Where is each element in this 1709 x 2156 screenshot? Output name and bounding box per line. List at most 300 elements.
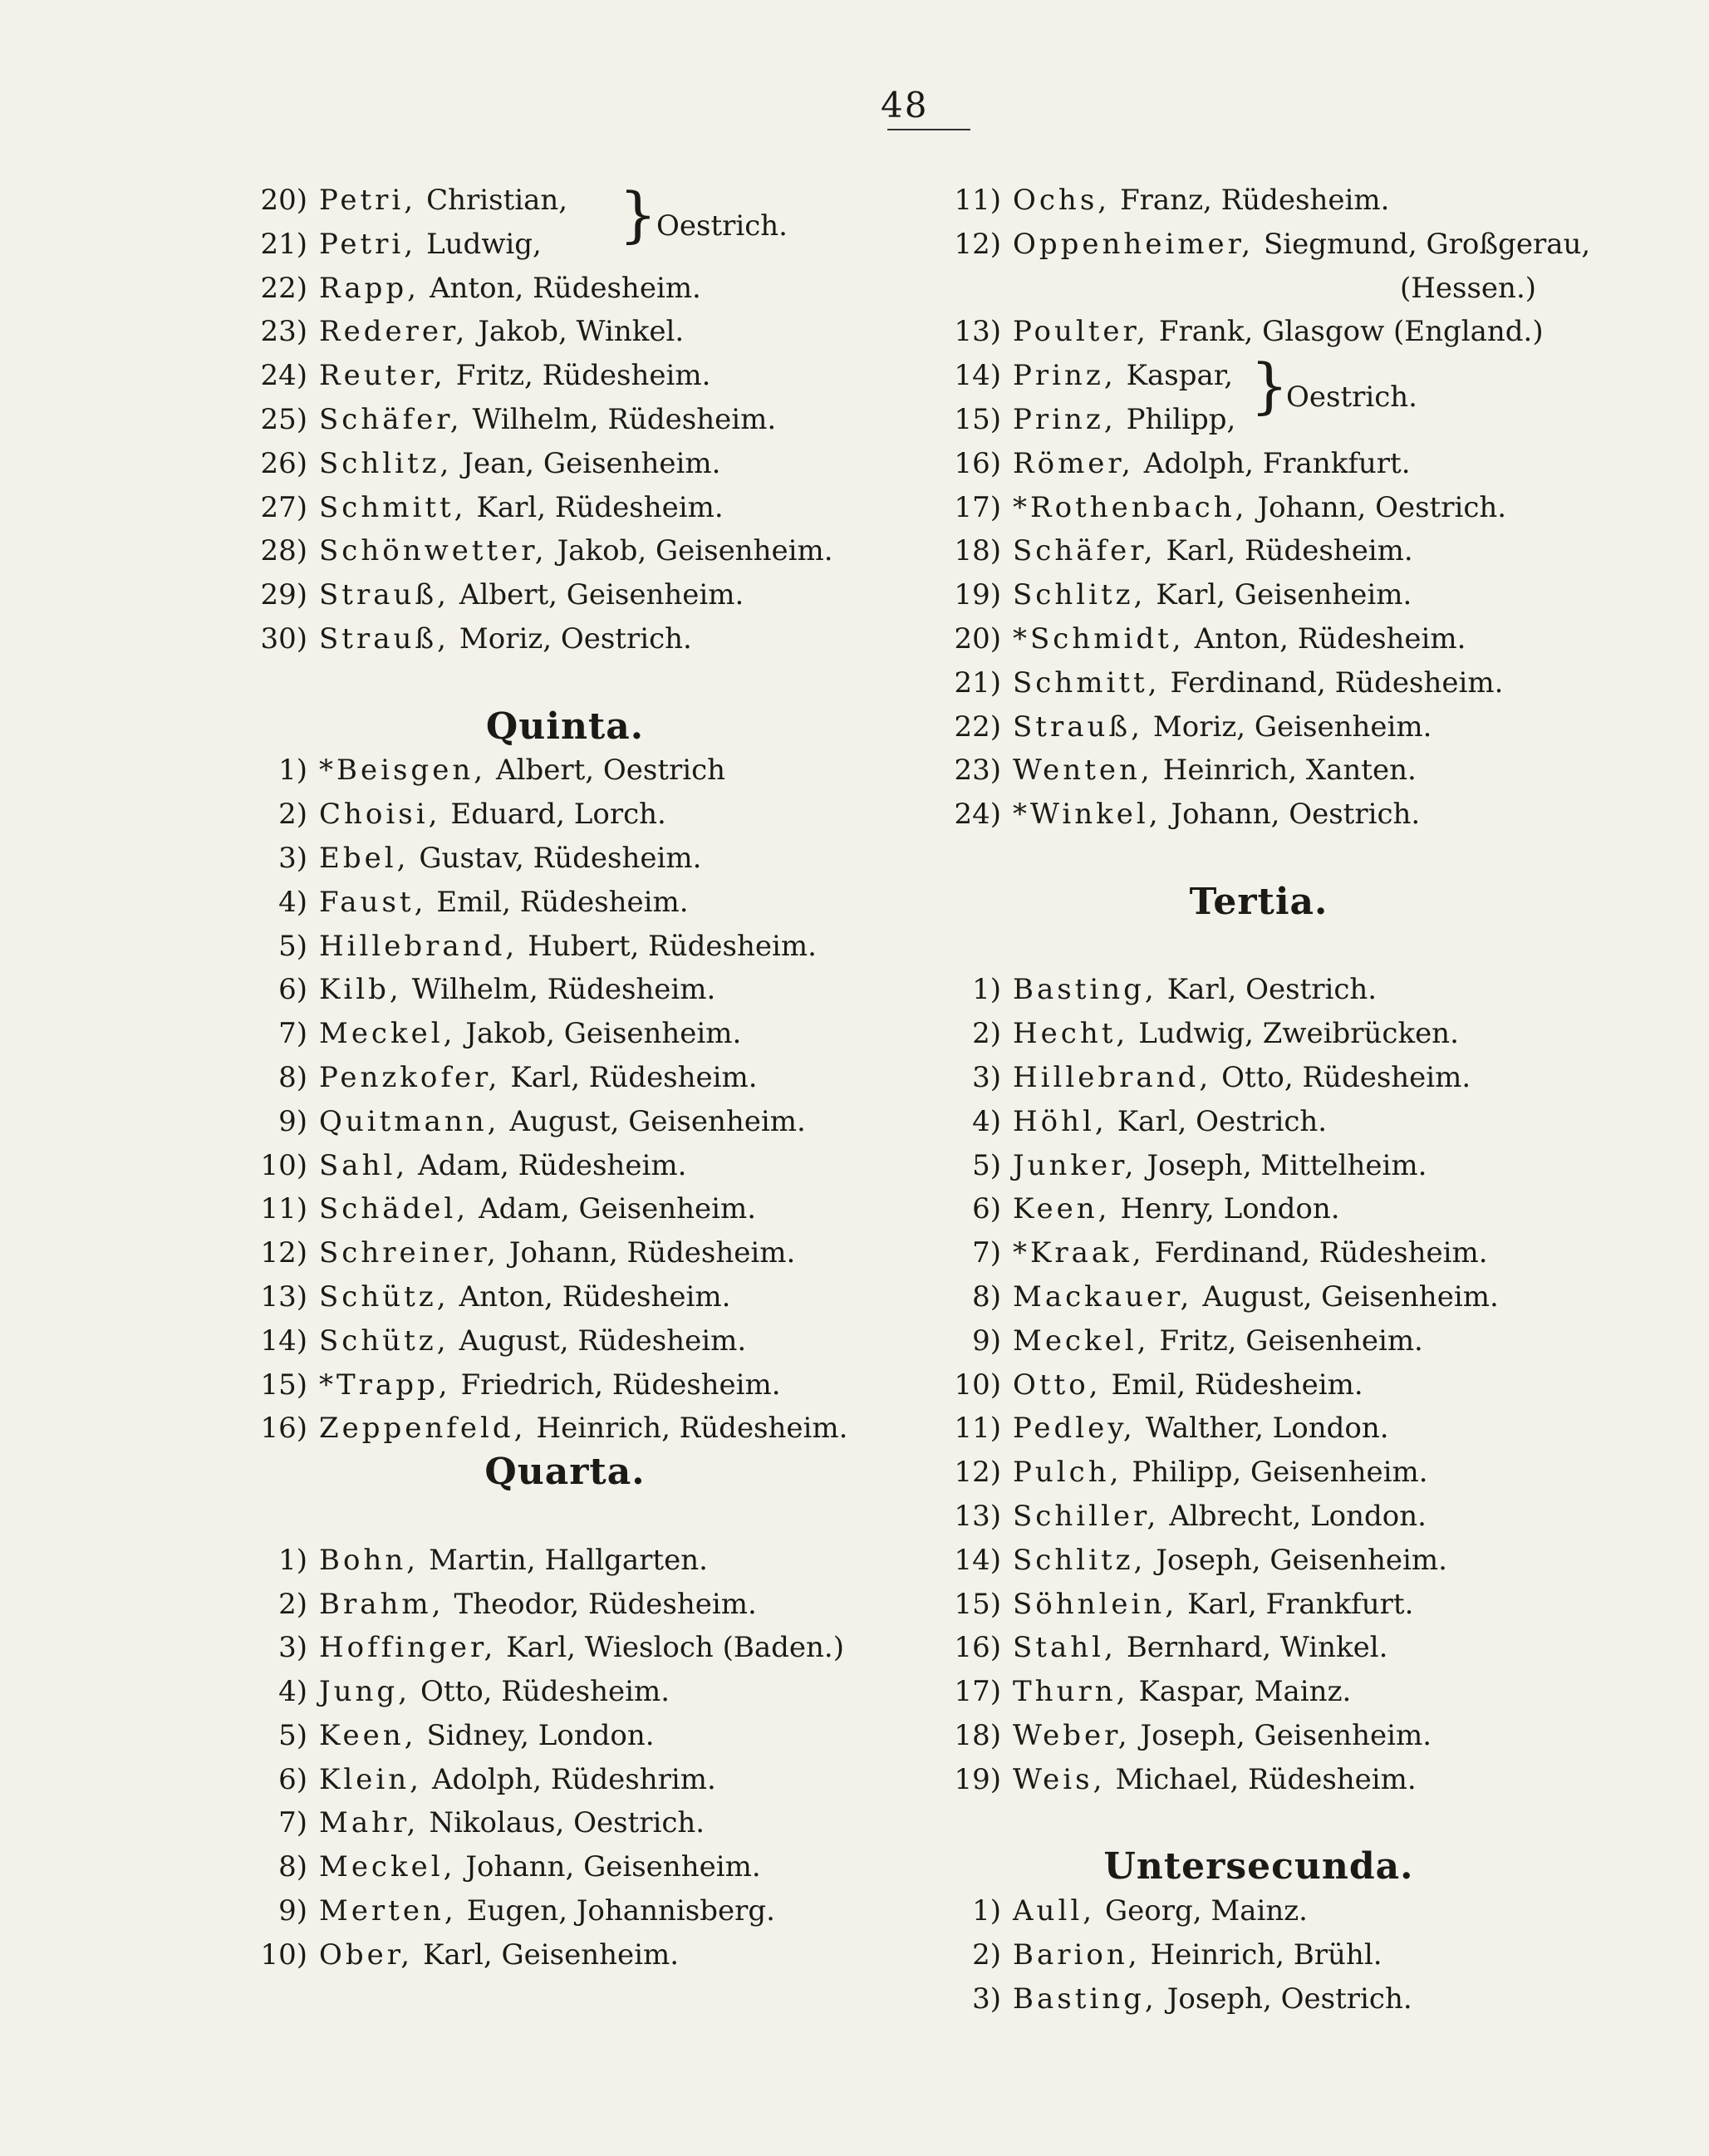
entry-number: 12) bbox=[954, 227, 1001, 261]
entry-details: Karl, Geisenheim. bbox=[423, 1937, 680, 1972]
list-item bbox=[918, 1319, 1624, 1363]
list-item bbox=[918, 617, 1624, 661]
right-brace: } bbox=[1250, 351, 1289, 420]
entry-details: Fritz, Rüdesheim. bbox=[455, 359, 711, 393]
entry-details: Johann, Oestrich. bbox=[1171, 798, 1421, 832]
list-item bbox=[224, 223, 906, 267]
entry-details: Friedrich, Rüdesheim. bbox=[460, 1368, 781, 1402]
entry-number: 11) bbox=[954, 1412, 1001, 1446]
entry-number: 12) bbox=[954, 1456, 1001, 1490]
entry-details: Karl, Rüdesheim. bbox=[510, 1060, 758, 1094]
entry-number: 22) bbox=[260, 271, 307, 305]
entry-number: 3) bbox=[278, 841, 307, 875]
entry-surname: Petri, bbox=[319, 184, 417, 217]
entry-surname: Rapp, bbox=[319, 271, 420, 305]
list-item bbox=[224, 749, 906, 793]
entry-details: Adam, Rüdesheim. bbox=[418, 1148, 687, 1182]
list-item bbox=[918, 1407, 1624, 1451]
entry-number: 1) bbox=[972, 1894, 1001, 1928]
list-item bbox=[918, 1626, 1624, 1670]
list-item bbox=[918, 1012, 1624, 1056]
list-item bbox=[224, 1758, 906, 1802]
entry-surname: Schiller, bbox=[1013, 1499, 1160, 1533]
entry-surname: Reuter, bbox=[319, 359, 446, 393]
entry-number: 13) bbox=[954, 315, 1001, 349]
entry-number: 18) bbox=[954, 534, 1001, 568]
entry-number: 25) bbox=[260, 402, 307, 436]
entry-number: 14) bbox=[954, 359, 1001, 393]
spacer bbox=[224, 661, 906, 705]
page-number: 48 bbox=[881, 85, 929, 125]
right-column bbox=[918, 179, 1624, 2021]
entry-number: 18) bbox=[954, 1718, 1001, 1752]
list-item bbox=[918, 1451, 1624, 1495]
entry-number: 17) bbox=[954, 1675, 1001, 1709]
list-item bbox=[224, 1275, 906, 1319]
section-heading: Quinta. bbox=[485, 705, 645, 748]
entry-details: Jakob, Geisenheim. bbox=[557, 534, 833, 568]
entry-details: Philipp, bbox=[1126, 402, 1236, 436]
entry-details: Albert, Oestrich bbox=[496, 754, 726, 788]
entry-details: Bernhard, Winkel. bbox=[1126, 1631, 1388, 1665]
entry-details: Georg, Mainz. bbox=[1105, 1894, 1308, 1928]
list-item bbox=[224, 1012, 906, 1056]
list-item bbox=[224, 1231, 906, 1275]
list-item bbox=[224, 267, 906, 311]
list-item bbox=[918, 529, 1624, 573]
entry-number: 13) bbox=[954, 1499, 1001, 1533]
entry-number: 21) bbox=[954, 665, 1001, 700]
entry-number: 1) bbox=[278, 1543, 307, 1577]
entry-details: Walther, London. bbox=[1145, 1412, 1389, 1446]
entry-details: Adolph, Rüdeshrim. bbox=[431, 1762, 716, 1796]
entry-surname: Schütz, bbox=[319, 1324, 449, 1358]
entry-surname: Choisi, bbox=[319, 798, 441, 832]
entry-number: 2) bbox=[278, 1587, 307, 1621]
spacer bbox=[918, 1801, 1624, 1845]
entry-surname: Schreiner, bbox=[319, 1236, 499, 1270]
entry-surname: Schmitt, bbox=[319, 490, 467, 524]
list-item bbox=[224, 179, 906, 223]
entry-number: 6) bbox=[278, 973, 307, 1007]
entry-surname: Strauß, bbox=[319, 578, 449, 612]
entry-surname: Schönwetter, bbox=[319, 534, 548, 568]
entry-continuation: (Hessen.) bbox=[1400, 271, 1537, 305]
entry-details: Moriz, Geisenheim. bbox=[1152, 710, 1432, 744]
entry-surname: Ochs, bbox=[1013, 184, 1111, 217]
entry-surname: *Winkel, bbox=[1013, 798, 1161, 832]
list-item bbox=[918, 705, 1624, 749]
list-item bbox=[918, 442, 1624, 486]
list-item bbox=[224, 925, 906, 969]
list-item bbox=[918, 1583, 1624, 1627]
entry-details: Karl, Rüdesheim. bbox=[476, 490, 724, 524]
entry-details: Joseph, Geisenheim. bbox=[1156, 1543, 1447, 1577]
entry-number: 16) bbox=[260, 1412, 307, 1446]
entry-details: Karl, Rüdesheim. bbox=[1166, 534, 1413, 568]
list-item bbox=[224, 1539, 906, 1583]
entry-surname: Prinz, bbox=[1013, 359, 1117, 393]
entry-surname: Pulch, bbox=[1013, 1456, 1122, 1490]
entry-surname: Aull, bbox=[1013, 1894, 1096, 1928]
entry-number: 9) bbox=[972, 1324, 1001, 1358]
list-item bbox=[224, 881, 906, 925]
entry-surname: Oppenheimer, bbox=[1013, 227, 1255, 261]
entry-details: Moriz, Oestrich. bbox=[459, 621, 692, 656]
list-item bbox=[224, 1056, 906, 1100]
entry-number: 24) bbox=[954, 798, 1001, 832]
entry-surname: Thurn, bbox=[1013, 1675, 1129, 1709]
left-column bbox=[224, 179, 906, 1977]
list-item bbox=[224, 1845, 906, 1889]
entry-surname: Kilb, bbox=[319, 973, 402, 1007]
entry-number: 9) bbox=[278, 1894, 307, 1928]
list-item bbox=[918, 223, 1624, 267]
entry-number: 1) bbox=[278, 754, 307, 788]
entry-details: Heinrich, Brühl. bbox=[1150, 1937, 1382, 1972]
list-item bbox=[224, 1801, 906, 1845]
entry-number: 29) bbox=[260, 578, 307, 612]
entry-number: 15) bbox=[954, 1587, 1001, 1621]
entry-surname: Meckel, bbox=[1013, 1324, 1150, 1358]
entry-number: 14) bbox=[954, 1543, 1001, 1577]
entry-number: 3) bbox=[972, 1982, 1001, 2016]
entry-surname: Brahm, bbox=[319, 1587, 444, 1621]
list-item bbox=[918, 1539, 1624, 1583]
entry-details: Hubert, Rüdesheim. bbox=[528, 929, 817, 963]
list-item bbox=[224, 1100, 906, 1144]
list-item bbox=[224, 1889, 906, 1933]
section-heading: Untersecunda. bbox=[1103, 1845, 1414, 1888]
list-item bbox=[918, 1933, 1624, 1977]
entry-details: Michael, Rüdesheim. bbox=[1115, 1762, 1417, 1796]
page-number-rule bbox=[887, 129, 970, 130]
entry-surname: Prinz, bbox=[1013, 402, 1117, 436]
entry-details: Sidney, London. bbox=[426, 1718, 655, 1752]
entry-details: Eduard, Lorch. bbox=[450, 798, 666, 832]
spacer bbox=[918, 925, 1624, 969]
list-item bbox=[918, 661, 1624, 705]
entry-details: Johann, Rüdesheim. bbox=[508, 1236, 796, 1270]
entry-number: 2) bbox=[278, 798, 307, 832]
entry-number: 1) bbox=[972, 973, 1001, 1007]
list-item bbox=[918, 1670, 1624, 1714]
entry-surname: Meckel, bbox=[319, 1850, 456, 1884]
entry-number: 5) bbox=[278, 929, 307, 963]
entry-surname: Hecht, bbox=[1013, 1017, 1129, 1051]
entry-surname: *Trapp, bbox=[319, 1368, 451, 1402]
list-item bbox=[918, 1100, 1624, 1144]
entry-surname: Penzkofer, bbox=[319, 1060, 501, 1094]
entry-surname: Schlitz, bbox=[1013, 1543, 1147, 1577]
list-item bbox=[918, 968, 1624, 1012]
entry-details: Johann, Geisenheim. bbox=[465, 1850, 761, 1884]
entry-details: Franz, Rüdesheim. bbox=[1120, 184, 1390, 217]
entry-number: 3) bbox=[278, 1631, 307, 1665]
list-item bbox=[224, 1714, 906, 1758]
list-item bbox=[918, 1363, 1624, 1407]
entry-surname: Keen, bbox=[1013, 1192, 1111, 1226]
entry-number: 3) bbox=[972, 1060, 1001, 1094]
entry-details: Frank, Glasgow (England.) bbox=[1158, 315, 1544, 349]
entry-surname: *Schmidt, bbox=[1013, 621, 1185, 656]
entry-number: 15) bbox=[260, 1368, 307, 1402]
entry-number: 8) bbox=[972, 1279, 1001, 1314]
entry-number: 4) bbox=[278, 1675, 307, 1709]
entry-surname: Merten, bbox=[319, 1894, 457, 1928]
entry-number: 30) bbox=[260, 621, 307, 656]
entry-details: Wilhelm, Rüdesheim. bbox=[411, 973, 716, 1007]
entry-number: 9) bbox=[278, 1104, 307, 1138]
list-item bbox=[918, 1495, 1624, 1539]
entry-details: Karl, Wiesloch (Baden.) bbox=[506, 1631, 844, 1665]
entry-details: Joseph, Geisenheim. bbox=[1140, 1718, 1432, 1752]
list-item bbox=[224, 968, 906, 1012]
entry-number: 19) bbox=[954, 1762, 1001, 1796]
list-item bbox=[918, 1187, 1624, 1231]
entry-surname: Petri, bbox=[319, 227, 417, 261]
list-item bbox=[224, 1626, 906, 1670]
entry-details: Heinrich, Rüdesheim. bbox=[536, 1412, 848, 1446]
entry-surname: Hillebrand, bbox=[319, 929, 518, 963]
entry-surname: Schäfer, bbox=[1013, 534, 1157, 568]
entry-surname: Schädel, bbox=[319, 1192, 469, 1226]
list-item bbox=[224, 617, 906, 661]
entry-details: Theodor, Rüdesheim. bbox=[454, 1587, 757, 1621]
list-item bbox=[918, 1231, 1624, 1275]
entry-surname: Junker, bbox=[1013, 1148, 1137, 1182]
entry-details: Ferdinand, Rüdesheim. bbox=[1170, 665, 1504, 700]
entry-details: Joseph, Mittelheim. bbox=[1147, 1148, 1427, 1182]
entry-surname: Klein, bbox=[319, 1762, 422, 1796]
list-item bbox=[224, 398, 906, 442]
list-item bbox=[918, 749, 1624, 793]
entry-details: Jakob, Winkel. bbox=[478, 315, 685, 349]
entry-details: Johann, Oestrich. bbox=[1257, 490, 1507, 524]
right-brace-label: Oestrich. bbox=[1286, 381, 1417, 414]
section-heading: Tertia. bbox=[1189, 880, 1328, 923]
section-heading: Quarta. bbox=[484, 1451, 646, 1494]
entry-number: 23) bbox=[260, 315, 307, 349]
entry-details: Adolph, Frankfurt. bbox=[1143, 446, 1411, 480]
list-item bbox=[224, 1670, 906, 1714]
entry-surname: Jung, bbox=[319, 1675, 410, 1709]
entry-number: 8) bbox=[278, 1060, 307, 1094]
entry-details: Emil, Rüdesheim. bbox=[1111, 1368, 1363, 1402]
entry-number: 28) bbox=[260, 534, 307, 568]
entry-number: 6) bbox=[972, 1192, 1001, 1226]
entry-surname: Sahl, bbox=[319, 1148, 409, 1182]
list-item bbox=[224, 1933, 906, 1977]
entry-surname: Weis, bbox=[1013, 1762, 1106, 1796]
entry-surname: Keen, bbox=[319, 1718, 417, 1752]
entry-details: Ludwig, bbox=[426, 227, 542, 261]
list-item bbox=[224, 837, 906, 881]
entry-details: Nikolaus, Oestrich. bbox=[429, 1806, 705, 1840]
entry-number: 4) bbox=[972, 1104, 1001, 1138]
list-item bbox=[224, 1144, 906, 1188]
list-item bbox=[224, 1407, 906, 1451]
list-item bbox=[224, 486, 906, 530]
entry-number: 15) bbox=[954, 402, 1001, 436]
entry-number: 4) bbox=[278, 885, 307, 919]
entry-details: August, Geisenheim. bbox=[509, 1104, 806, 1138]
entry-surname: Hoffinger, bbox=[319, 1631, 497, 1665]
entry-surname: Rederer, bbox=[319, 315, 469, 349]
entry-number: 21) bbox=[260, 227, 307, 261]
entry-details: Anton, Rüdesheim. bbox=[430, 271, 701, 305]
entry-details: Joseph, Oestrich. bbox=[1166, 1982, 1412, 2016]
entry-details: Adam, Geisenheim. bbox=[479, 1192, 757, 1226]
list-item bbox=[224, 1319, 906, 1363]
spacer bbox=[224, 1495, 906, 1539]
list-item bbox=[224, 529, 906, 573]
entry-number: 14) bbox=[260, 1324, 307, 1358]
entry-surname: Schlitz, bbox=[1013, 578, 1147, 612]
entry-surname: Wenten, bbox=[1013, 754, 1153, 788]
entry-surname: Bohn, bbox=[319, 1543, 420, 1577]
entry-surname: Höhl, bbox=[1013, 1104, 1107, 1138]
entry-details: Emil, Rüdesheim. bbox=[436, 885, 689, 919]
entry-number: 10) bbox=[260, 1937, 307, 1972]
entry-details: Ferdinand, Rüdesheim. bbox=[1154, 1236, 1488, 1270]
list-item bbox=[224, 573, 906, 617]
entry-surname: Mahr, bbox=[319, 1806, 420, 1840]
entry-number: 6) bbox=[278, 1762, 307, 1796]
entry-details: Jakob, Geisenheim. bbox=[465, 1017, 742, 1051]
entry-surname: Ober, bbox=[319, 1937, 414, 1972]
entry-number: 7) bbox=[278, 1017, 307, 1051]
entry-surname: Schütz, bbox=[319, 1279, 449, 1314]
entry-surname: *Beisgen, bbox=[319, 754, 487, 788]
entry-surname: Barion, bbox=[1013, 1937, 1141, 1972]
list-item bbox=[918, 1889, 1624, 1933]
entry-details: Albert, Geisenheim. bbox=[459, 578, 744, 612]
entry-surname: Basting, bbox=[1013, 973, 1157, 1007]
entry-surname: Meckel, bbox=[319, 1017, 456, 1051]
entry-details: Otto, Rüdesheim. bbox=[420, 1675, 670, 1709]
entry-number: 2) bbox=[972, 1937, 1001, 1972]
entry-details: Fritz, Geisenheim. bbox=[1159, 1324, 1423, 1358]
entry-number: 16) bbox=[954, 446, 1001, 480]
entry-number: 23) bbox=[954, 754, 1001, 788]
list-item bbox=[224, 1363, 906, 1407]
entry-number: 22) bbox=[954, 710, 1001, 744]
entry-surname: Weber, bbox=[1013, 1718, 1131, 1752]
list-item bbox=[918, 793, 1624, 837]
entry-number: 17) bbox=[954, 490, 1001, 524]
entry-surname: Faust, bbox=[319, 885, 427, 919]
entry-details: August, Geisenheim. bbox=[1202, 1279, 1499, 1314]
entry-details: Gustav, Rüdesheim. bbox=[419, 841, 702, 875]
left-brace-label: Oestrich. bbox=[656, 209, 788, 243]
entry-details: Karl, Oestrich. bbox=[1166, 973, 1378, 1007]
entry-details: Otto, Rüdesheim. bbox=[1221, 1060, 1471, 1094]
list-item bbox=[224, 442, 906, 486]
list-item bbox=[918, 1056, 1624, 1100]
entry-details: Philipp, Geisenheim. bbox=[1132, 1456, 1428, 1490]
list-item bbox=[224, 1187, 906, 1231]
list-item bbox=[224, 310, 906, 354]
entry-number: 10) bbox=[260, 1148, 307, 1182]
entry-surname: Söhnlein, bbox=[1013, 1587, 1178, 1621]
entry-details: Wilhelm, Rüdesheim. bbox=[472, 402, 777, 436]
entry-number: 19) bbox=[954, 578, 1001, 612]
entry-surname: *Rothenbach, bbox=[1013, 490, 1248, 524]
list-item bbox=[224, 1583, 906, 1627]
entry-number: 2) bbox=[972, 1017, 1001, 1051]
entry-number: 24) bbox=[260, 359, 307, 393]
entry-surname: Mackauer, bbox=[1013, 1279, 1193, 1314]
list-item bbox=[918, 1977, 1624, 2021]
list-item bbox=[918, 179, 1624, 223]
entry-details: Eugen, Johannisberg. bbox=[466, 1894, 775, 1928]
list-item bbox=[224, 354, 906, 398]
entry-details: Kaspar, Mainz. bbox=[1138, 1675, 1352, 1709]
entry-surname: Römer, bbox=[1013, 446, 1134, 480]
entry-number: 11) bbox=[954, 184, 1001, 217]
entry-details: August, Rüdesheim. bbox=[459, 1324, 747, 1358]
entry-surname: Pedley, bbox=[1013, 1412, 1136, 1446]
entry-surname: Schmitt, bbox=[1013, 665, 1161, 700]
entry-details: Karl, Geisenheim. bbox=[1156, 578, 1412, 612]
entry-surname: Quitmann, bbox=[319, 1104, 500, 1138]
list-item bbox=[224, 793, 906, 837]
entry-surname: Zeppenfeld, bbox=[319, 1412, 527, 1446]
entry-details: Heinrich, Xanten. bbox=[1162, 754, 1417, 788]
entry-details: Christian, bbox=[426, 184, 568, 217]
entry-number: 7) bbox=[972, 1236, 1001, 1270]
entry-surname: Poulter, bbox=[1013, 315, 1149, 349]
entry-surname: Hillebrand, bbox=[1013, 1060, 1212, 1094]
entry-surname: Stahl, bbox=[1013, 1631, 1117, 1665]
entry-details: Karl, Oestrich. bbox=[1117, 1104, 1328, 1138]
entry-number: 20) bbox=[260, 184, 307, 217]
entry-number: 7) bbox=[278, 1806, 307, 1840]
entry-details: Jean, Geisenheim. bbox=[462, 446, 721, 480]
list-item bbox=[918, 1275, 1624, 1319]
entry-details: Karl, Frankfurt. bbox=[1187, 1587, 1414, 1621]
entry-number: 12) bbox=[260, 1236, 307, 1270]
left-brace: } bbox=[619, 179, 657, 249]
entry-number: 27) bbox=[260, 490, 307, 524]
entry-surname: Strauß, bbox=[1013, 710, 1143, 744]
entry-number: 16) bbox=[954, 1631, 1001, 1665]
spacer bbox=[918, 837, 1624, 881]
entry-details: Henry, London. bbox=[1120, 1192, 1340, 1226]
entry-details: Siegmund, Großgerau, bbox=[1264, 227, 1591, 261]
entry-number: 5) bbox=[278, 1718, 307, 1752]
entry-details: Anton, Rüdesheim. bbox=[1194, 621, 1466, 656]
list-item bbox=[918, 1144, 1624, 1188]
entry-surname: Basting, bbox=[1013, 1982, 1157, 2016]
entry-number: 11) bbox=[260, 1192, 307, 1226]
entry-number: 13) bbox=[260, 1279, 307, 1314]
list-item bbox=[918, 310, 1624, 354]
entry-number: 8) bbox=[278, 1850, 307, 1884]
list-item bbox=[918, 1758, 1624, 1802]
entry-details: Albrecht, London. bbox=[1169, 1499, 1427, 1533]
entry-surname: Strauß, bbox=[319, 621, 449, 656]
entry-surname: Schäfer, bbox=[319, 402, 463, 436]
list-item bbox=[918, 486, 1624, 530]
list-item bbox=[918, 573, 1624, 617]
entry-details: Ludwig, Zweibrücken. bbox=[1138, 1017, 1459, 1051]
entry-details: Martin, Hallgarten. bbox=[429, 1543, 708, 1577]
entry-surname: *Kraak, bbox=[1013, 1236, 1145, 1270]
entry-number: 20) bbox=[954, 621, 1001, 656]
entry-details: Anton, Rüdesheim. bbox=[459, 1279, 731, 1314]
